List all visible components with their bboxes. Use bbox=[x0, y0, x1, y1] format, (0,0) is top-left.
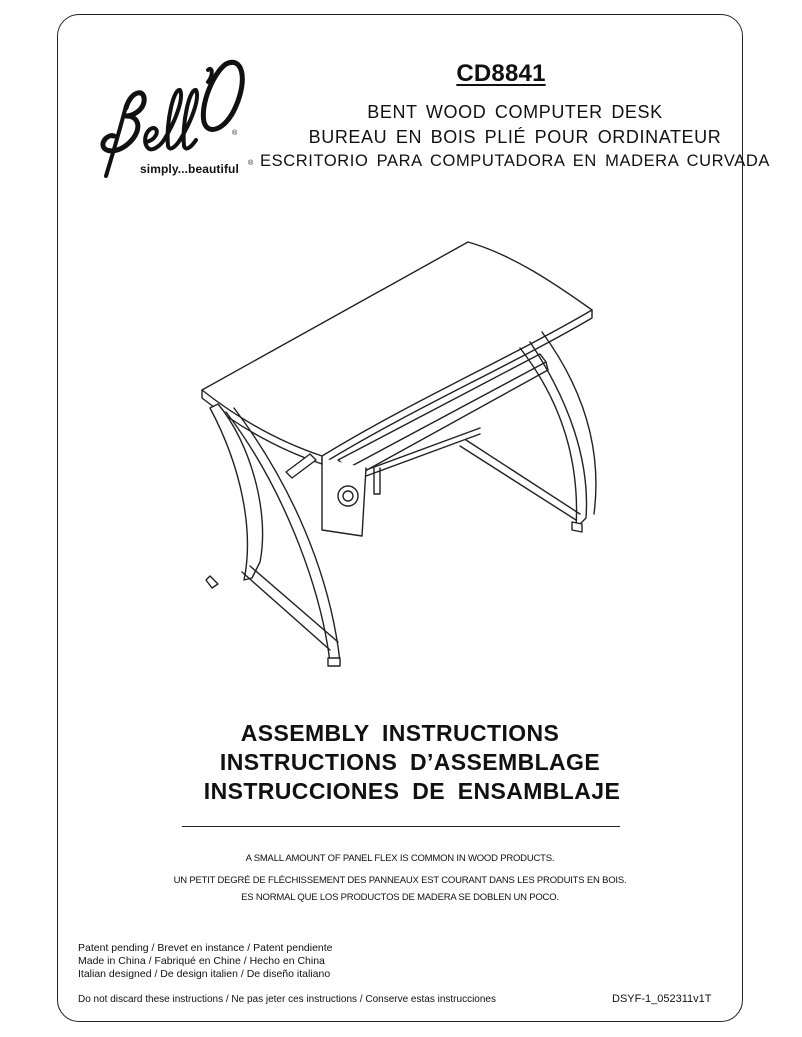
patent-note: Patent pending / Brevet en instance / Patent pendiente bbox=[78, 942, 333, 954]
assembly-title-fr: INSTRUCTIONS D’ASSEMBLAGE bbox=[219, 749, 601, 775]
panel-flex-notice-fr: UN PETIT DEGRÉ DE FLÉCHISSEMENT DES PANNEAUX EST COURANT DANS LES PRODUITS EN BOIS. bbox=[173, 875, 627, 886]
document-code: DSYF-1_052311v1T bbox=[612, 993, 712, 1005]
model-number: CD8841 bbox=[456, 60, 546, 87]
assembly-title-es: INSTRUCCIONES DE ENSAMBLAJE bbox=[203, 778, 621, 804]
brand-tagline: simply...beautiful bbox=[140, 162, 239, 176]
panel-flex-notice-es: ES NORMAL QUE LOS PRODUCTOS DE MADERA SE DOBLEN UN POCO. bbox=[241, 892, 559, 903]
assembly-title-en: ASSEMBLY INSTRUCTIONS bbox=[240, 720, 560, 746]
bello-logo bbox=[96, 50, 266, 185]
desk-illustration bbox=[190, 232, 610, 672]
registered-mark-logo: ® bbox=[232, 130, 238, 137]
product-title-es: ESCRITORIO PARA COMPUTADORA EN MADERA CURVADA bbox=[260, 152, 770, 170]
discard-warning: Do not discard these instructions / Ne pas jeter ces instructions / Conserve estas instrucciones bbox=[78, 994, 496, 1005]
product-title-fr: BUREAU EN BOIS PLIÉ POUR ORDINATEUR bbox=[308, 127, 722, 147]
computer-desk-drawing-icon bbox=[190, 232, 610, 672]
registered-mark-tagline: ® bbox=[248, 160, 254, 167]
divider-line bbox=[182, 826, 620, 827]
made-in-note: Made in China / Fabriqué en Chine / Hecho en China bbox=[78, 955, 325, 967]
product-title-en: BENT WOOD COMPUTER DESK bbox=[367, 102, 663, 122]
designed-note: Italian designed / De design italien / De diseño italiano bbox=[78, 968, 331, 980]
panel-flex-notice-en: A SMALL AMOUNT OF PANEL FLEX IS COMMON IN WOOD PRODUCTS. bbox=[245, 853, 555, 864]
